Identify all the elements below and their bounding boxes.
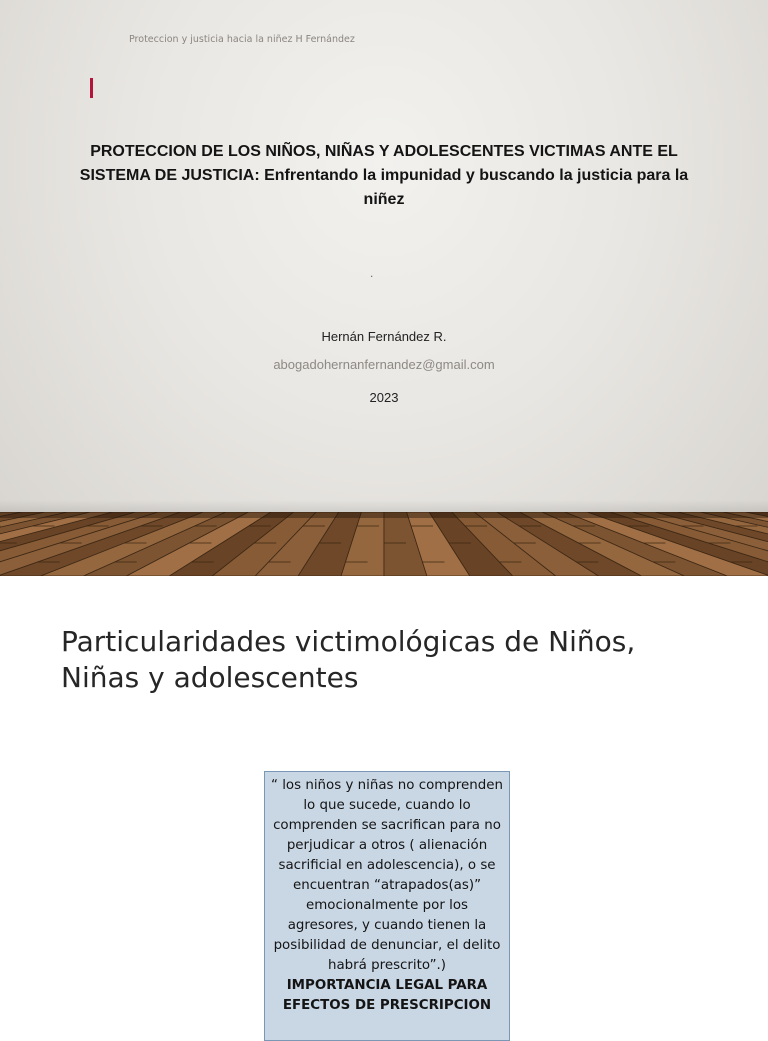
quote-bold-text: IMPORTANCIA LEGAL PARA EFECTOS DE PRESCRIPCION xyxy=(282,978,492,1013)
accent-bar xyxy=(90,78,93,98)
slide-header-text: Proteccion y justicia hacia la niñez H Fernández xyxy=(129,34,355,45)
presentation-title: PROTECCION DE LOS NIÑOS, NIÑAS Y ADOLESCENTES VICTIMAS ANTE EL SISTEMA DE JUSTICIA: Enfrentando la impunidad y buscando la justicia para la niñez xyxy=(79,143,689,208)
quote-text: “ los niños y niñas no comprenden lo que sucede, cuando lo comprenden se sacrifican para no perjudicar a otros ( alienación sacrificial en adolescencia), o se encuentran “atrapados(as)” emocionalmente por los agresores, y cuando tienen la posibilidad de denunciar, el delito habrá prescrito”.) xyxy=(271,778,503,973)
wood-floor-image xyxy=(0,512,768,576)
author-email: abogadohernanfernandez@gmail.com xyxy=(273,357,495,372)
slide-title: Particularidades victimológicas de Niños, Niñas y adolescentes xyxy=(61,625,636,694)
presentation-year: 2023 xyxy=(369,390,399,405)
author-name: Hernán Fernández R. xyxy=(321,329,447,344)
quote-box xyxy=(264,771,510,1041)
decorative-dot: . xyxy=(370,266,374,280)
